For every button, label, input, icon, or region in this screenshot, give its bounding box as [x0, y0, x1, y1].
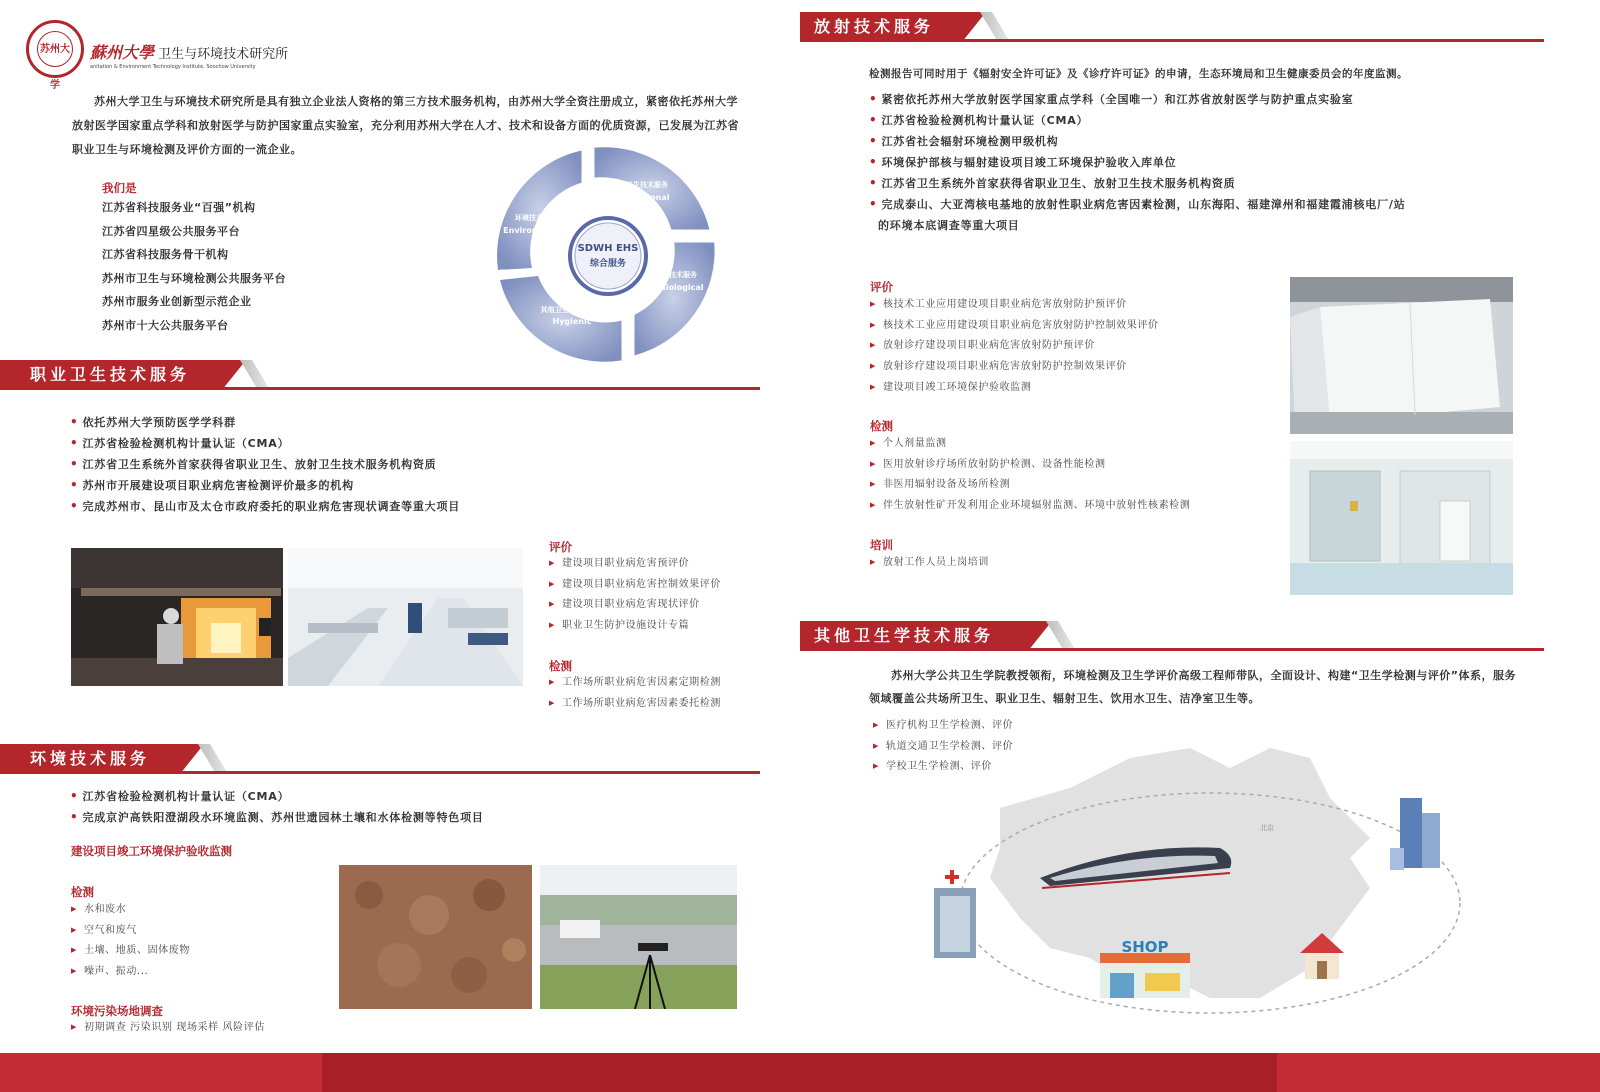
shop-sign: SHOP: [1121, 938, 1169, 956]
list-item: 江苏省四星级公共服务平台: [102, 224, 240, 238]
radiology-room-photo: [1290, 441, 1513, 595]
list-item: • 江苏省社会辐射环境检测甲级机构: [869, 131, 1406, 152]
list-item: ▶ 建设项目职业病危害现状评价: [549, 595, 721, 616]
radiation-detect-title: 检测: [870, 419, 893, 433]
hygiene-banner: [800, 621, 1544, 651]
list-item: ▶ 伴生放射性矿开发利用企业环境辐射监测、环境中放射性核素检测: [870, 496, 1190, 517]
list-item: ▶ 土壤、地质、固体废物: [71, 941, 190, 962]
list-item: 江苏省科技服务骨干机构: [102, 248, 229, 261]
services-diagram: [492, 140, 730, 366]
occupational-eval-list: [549, 554, 721, 637]
list-item: • 江苏省卫生系统外首家获得省职业卫生、放射卫生技术服务机构资质: [70, 454, 460, 475]
list-item: • 江苏省卫生系统外首家获得省职业卫生、放射卫生技术服务机构资质: [869, 173, 1406, 194]
list-item: ▶ 轨道交通卫生学检测、评价: [873, 737, 1013, 758]
environment-site-title: 环境污染场地调查: [71, 1004, 163, 1018]
list-item: ▶ 建设项目职业病危害控制效果评价: [549, 575, 721, 596]
office-tower-icon: [1390, 798, 1440, 870]
radiation-banner-title: 放射技术服务: [814, 17, 935, 36]
radiation-train-list: [870, 553, 989, 574]
shielded-room-photo: [1290, 277, 1513, 434]
list-item: ▶ 放射工作人员上岗培训: [870, 553, 989, 574]
list-item: • 江苏省检验检测机构计量认证（CMA）: [70, 433, 460, 454]
segment-label-cn: 环境技术服务: [515, 214, 557, 222]
radiation-eval-list: [870, 295, 1159, 399]
environment-detect-list: [71, 900, 190, 983]
list-item: ▶ 水和废水: [71, 900, 190, 921]
list-item: ▶ 职业卫生防护设施设计专篇: [549, 616, 721, 637]
list-item: ▶ 初期调查 污染识别 现场采样 风险评估: [71, 1018, 265, 1039]
occupational-banner: [0, 360, 760, 390]
list-item: ▶ 空气和废气: [71, 921, 190, 942]
list-item: • 完成苏州市、昆山市及太仓市政府委托的职业病危害现状调查等重大项目: [70, 496, 460, 517]
environment-detect-title: 检测: [71, 885, 94, 899]
list-item: ▶ 建设项目职业病危害预评价: [549, 554, 721, 575]
university-seal-icon: [26, 20, 84, 91]
footer-bar-center: [322, 1053, 1277, 1092]
hygiene-intro: 苏州大学公共卫生学院教授领衔，环境检测及卫生学评价高级工程师带队，全面设计、构建“卫生学检测与评价”体系，服务领域覆盖公共场所卫生、职业卫生、辐射卫生、饮用水卫生、洁净室卫生等。: [869, 669, 1516, 705]
noise-meter-photo: [540, 865, 737, 1009]
segment-label-cn: 职业卫生技术服务: [612, 181, 668, 189]
environment-accept-title: 建设项目竣工环境保护验收监测: [71, 844, 232, 858]
institute-logo: [26, 20, 296, 91]
radiation-train-title: 培训: [870, 538, 893, 552]
list-item: ▶ 放射诊疗建设项目职业病危害放射防护预评价: [870, 336, 1159, 357]
list-item: ▶ 医疗机构卫生学检测、评价: [873, 716, 1013, 737]
list-item: • 依托苏州大学预防医学学科群: [70, 412, 460, 433]
about-list: [102, 196, 286, 337]
environment-banner: [0, 744, 760, 774]
about-title: 我们是: [102, 181, 137, 195]
segment-label-cn: 其他卫生学技术服务: [540, 306, 604, 314]
list-item: ▶ 医用放射诊疗场所放射防护检测、设备性能检测: [870, 455, 1190, 476]
china-map-illustration: [930, 728, 1490, 1028]
segment-label-en: Hygienic: [552, 317, 592, 326]
segment-label-en: Environmental: [503, 226, 569, 235]
list-item: 苏州市卫生与环境检测公共服务平台: [102, 271, 286, 285]
radiation-eval-title: 评价: [870, 280, 893, 294]
environment-banner-title: 环境技术服务: [30, 749, 151, 768]
environment-site-list: [71, 1018, 265, 1039]
occupational-detect-list: [549, 673, 721, 714]
diagram-center-line1: SDWH EHS: [577, 243, 639, 254]
segment-label-en: Occupational: [610, 193, 670, 202]
list-item: 苏州市服务业创新型示范企业: [102, 295, 252, 308]
list-item: ▶ 放射诊疗建设项目职业病危害放射防护控制效果评价: [870, 357, 1159, 378]
list-item: ▶ 核技术工业应用建设项目职业病危害放射防护预评价: [870, 295, 1159, 316]
radiation-bullets: [869, 89, 1406, 236]
list-item: 江苏省科技服务业“百强”机构: [102, 201, 256, 214]
occupational-detect-title: 检测: [549, 659, 572, 673]
list-item: ▶ 学校卫生学检测、评价: [873, 757, 1013, 778]
list-item: • 紧密依托苏州大学放射医学国家重点学科（全国唯一）和江苏省放射医学与防护重点实验室: [869, 89, 1406, 110]
list-item: • 完成泰山、大亚湾核电基地的放射性职业病危害因素检测，山东海阳、福建漳州和福建霞浦核电厂/站: [869, 194, 1406, 215]
occupational-eval-title: 评价: [549, 540, 572, 554]
list-item: • 江苏省检验检测机构计量认证（CMA）: [70, 786, 484, 807]
logo-subtitle: anitation & Environment Technology Institute, Soochow University: [90, 64, 256, 70]
radiation-detect-list: [870, 434, 1190, 517]
list-item: 的环境本底调查等重大项目: [878, 219, 1020, 232]
list-item: ▶ 工作场所职业病危害因素委托检测: [549, 694, 721, 715]
list-item: ▶ 非医用辐射设备及场所检测: [870, 475, 1190, 496]
logo-name-institute: 卫生与环境技术研究所: [158, 47, 289, 62]
radiation-banner: [800, 12, 1544, 42]
list-item: • 苏州市开展建设项目职业病危害检测评价最多的机构: [70, 475, 460, 496]
list-item: • 江苏省检验检测机构计量认证（CMA）: [869, 110, 1406, 131]
segment-label-en: Radiological: [648, 283, 704, 292]
list-item: ▶ 噪声、振动...: [71, 962, 190, 983]
list-item: ▶ 个人剂量监测: [870, 434, 1190, 455]
logo-title: [90, 40, 288, 63]
occupational-bullets: [70, 412, 460, 517]
occupational-banner-title: 职业卫生技术服务: [30, 365, 191, 384]
seal-text: 苏州大学: [37, 31, 73, 67]
hygiene-banner-title: 其他卫生学技术服务: [814, 626, 995, 645]
diagram-center-line2: 综合服务: [589, 259, 627, 269]
list-item: ▶ 工作场所职业病危害因素定期检测: [549, 673, 721, 694]
map-label-beijing: 北京: [1260, 824, 1274, 832]
logo-name-script: 蘇州大學: [90, 43, 155, 62]
hospital-icon: [934, 870, 976, 958]
factory-photo: [288, 548, 523, 686]
steel-mill-photo: [71, 548, 283, 686]
intro-paragraph: 苏州大学卫生与环境技术研究所是具有独立企业法人资格的第三方技术服务机构，由苏州大学全资注册成立，紧密依托苏州大学放射医学国家重点学科和放射医学与防护国家重点实验室，充分利用苏州大学在人才、技术和设备方面的优质资源，已发展为江苏省职业卫生与环境检测及评价方面的一流企业。: [72, 95, 739, 156]
list-item: • 完成京沪高铁阳澄湖段水环境监测、苏州世遗园林土壤和水体检测等特色项目: [70, 807, 484, 828]
radiation-intro: 检测报告可同时用于《辐射安全许可证》及《诊疗许可证》的申请，生态环境局和卫生健康委员会的年度监测。: [869, 68, 1408, 80]
list-item: 苏州市十大公共服务平台: [102, 318, 229, 332]
environment-bullets: [70, 786, 484, 828]
soil-photo: [339, 865, 532, 1009]
list-item: ▶ 建设项目竣工环境保护验收监测: [870, 378, 1159, 399]
list-item: ▶ 核技术工业应用建设项目职业病危害放射防护控制效果评价: [870, 316, 1159, 337]
segment-label-cn: 放射技术服务: [655, 271, 697, 279]
list-item: • 环境保护部核与辐射建设项目竣工环境保护验收入库单位: [869, 152, 1406, 173]
